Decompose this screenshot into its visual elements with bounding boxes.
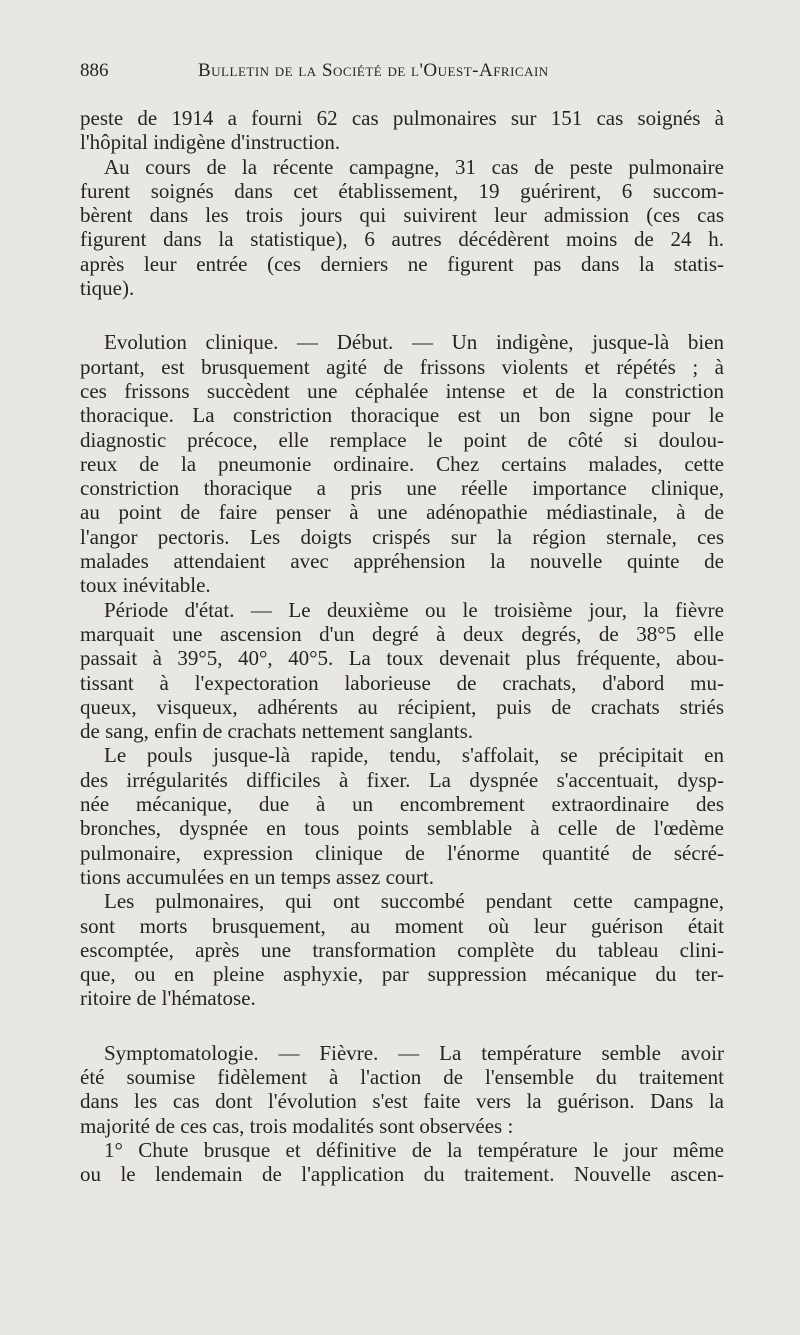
- text-line: tique).: [80, 276, 135, 301]
- text-line: ritoire de l'hématose.: [80, 986, 256, 1011]
- subsection-heading-line: Période d'état. — Le deuxième ou le troisième jour, la fièvre: [104, 597, 724, 622]
- text-line: été soumise fidèlement à l'action de l'ensemble du traitement: [80, 1064, 724, 1089]
- page-header: [80, 60, 724, 88]
- text-line: Au cours de la récente campagne, 31 cas de peste pulmonaire: [104, 154, 724, 179]
- text-line: escomptée, après une transformation complète du tableau clini-: [80, 937, 724, 962]
- text-line: passait à 39°5, 40°, 40°5. La toux devenait plus fréquente, abou-: [80, 646, 724, 671]
- text-line: bronches, dyspnée en tous points semblable à celle de l'œdème: [80, 816, 724, 841]
- text-line: l'angor pectoris. Les doigts crispés sur la région sternale, ces: [80, 524, 724, 549]
- text-line: furent soignés dans cet établissement, 19 guérirent, 6 succom-: [80, 178, 724, 203]
- text-line: thoracique. La constriction thoracique est un bon signe pour le: [80, 403, 724, 428]
- text-line: que, ou en pleine asphyxie, par suppression mécanique du ter-: [80, 962, 724, 987]
- text-line: peste de 1914 a fourni 62 cas pulmonaires sur 151 cas soignés à: [80, 106, 724, 130]
- text-line: dans les cas dont l'évolution s'est faite vers la guérison. Dans la: [80, 1089, 724, 1114]
- text-line: reux de la pneumonie ordinaire. Chez certains malades, cette: [80, 451, 724, 476]
- text-line: marquait une ascension d'un degré à deux degrés, de 38°5 elle: [80, 621, 724, 646]
- text-line: née mécanique, due à un encombrement extraordinaire des: [80, 792, 724, 817]
- text-line: de sang, enfin de crachats nettement sanglants.: [80, 719, 474, 744]
- text-line: ces frissons succèdent une céphalée intense et de la constriction: [80, 378, 724, 403]
- text-line: ou le lendemain de l'application du traitement. Nouvelle ascen-: [80, 1162, 724, 1187]
- text-line: tissant à l'expectoration laborieuse de crachats, d'abord mu-: [80, 670, 724, 695]
- page-number: 886: [80, 60, 109, 81]
- text-line: toux inévitable.: [80, 573, 211, 598]
- text-line: Le pouls jusque-là rapide, tendu, s'affolait, se précipitait en: [104, 743, 724, 768]
- section-heading-line: Symptomatologie. — Fièvre. — La température semble avoir: [104, 1040, 724, 1065]
- body-text: [80, 106, 724, 1186]
- running-title: Bulletin de la Société de l'Ouest-Africain: [198, 60, 549, 81]
- text-line: au point de faire penser à une adénopathie médiastinale, à de: [80, 500, 724, 525]
- section-heading-line: Evolution clinique. — Début. — Un indigène, jusque-là bien: [104, 330, 724, 355]
- text-line: malades attendaient avec appréhension la nouvelle quinte de: [80, 549, 724, 574]
- text-line: après leur entrée (ces derniers ne figurent pas dans la statis-: [80, 251, 724, 276]
- text-line: des irrégularités difficiles à fixer. La dyspnée s'accentuait, dysp-: [80, 767, 724, 792]
- text-line: tions accumulées en un temps assez court.: [80, 864, 434, 889]
- text-line: sont morts brusquement, au moment où leur guérison était: [80, 913, 724, 938]
- text-line: portant, est brusquement agité de frissons violents et répétés ; à: [80, 354, 724, 379]
- text-line: bèrent dans les trois jours qui suivirent leur admission (ces cas: [80, 203, 724, 228]
- text-line: diagnostic précoce, elle remplace le point de côté si doulou-: [80, 427, 724, 452]
- text-line: 1° Chute brusque et définitive de la température le jour même: [104, 1137, 724, 1162]
- text-line: Les pulmonaires, qui ont succombé pendant cette campagne,: [104, 889, 724, 914]
- text-line: l'hôpital indigène d'instruction.: [80, 130, 341, 155]
- text-line: pulmonaire, expression clinique de l'énorme quantité de sécré-: [80, 840, 724, 865]
- text-line: constriction thoracique a pris une réelle importance clinique,: [80, 476, 724, 501]
- text-line: queux, visqueux, adhérents au récipient, puis de crachats striés: [80, 694, 724, 719]
- text-line: figurent dans la statistique), 6 autres décédèrent moins de 24 h.: [80, 227, 724, 252]
- text-line: majorité de ces cas, trois modalités sont observées :: [80, 1113, 514, 1138]
